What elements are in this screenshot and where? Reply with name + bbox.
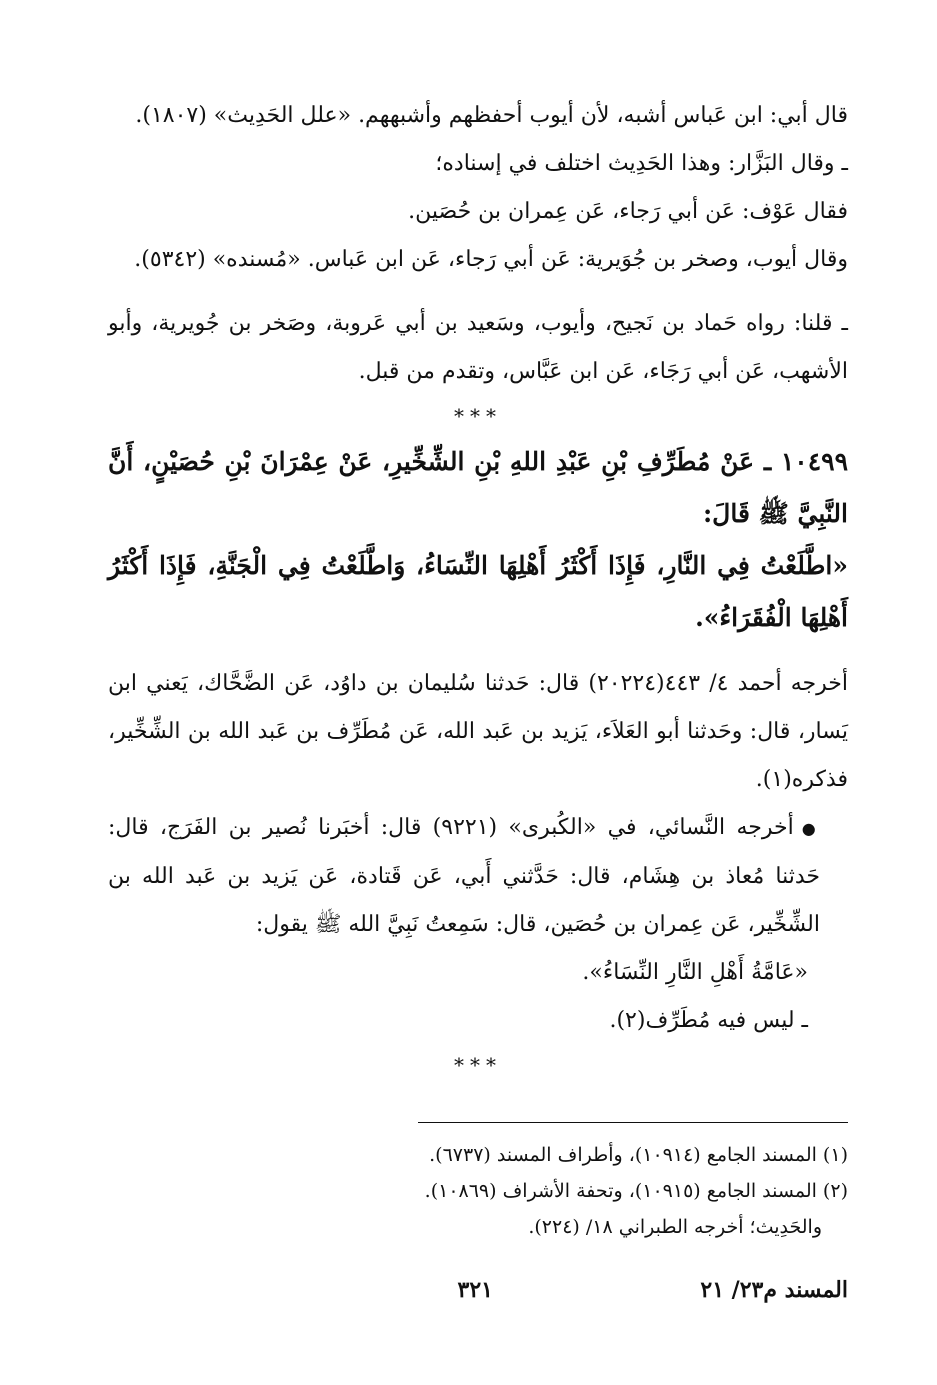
paragraph: ـ قلنا: رواه حَماد بن نَجيح، وأيوب، وسَعيد بن أبي عَروبة، وصَخر بن جُويرية، وأبو الأشهب، عَن أبي رَجَاء، عَن ابن عَبَّاس، وتقدم من قبل. <box>108 311 848 384</box>
footnote-continuation: والحَدِيث؛ أخرجه الطبراني ١٨/ (٢٢٤). <box>528 1216 822 1238</box>
bullet-icon: ● <box>801 819 820 838</box>
page-footer <box>108 1277 848 1317</box>
paragraph: فقال عَوْف: عَن أبي رَجاء، عَن عِمران بن حُصَين. <box>408 199 848 224</box>
takhrij-paragraph <box>108 804 848 949</box>
page-number: ٣٢١ <box>457 1277 493 1303</box>
footnotes <box>108 1137 848 1245</box>
quoted-hadith: «عَامَّةُ أَهْلِ النَّارِ النِّسَاءُ». <box>582 960 808 985</box>
paragraph: قال أبي: ابن عَباس أشبه، لأن أيوب أحفظهم وأشبههم. «علل الحَدِيث» (١٨٠٧). <box>135 103 848 128</box>
hadith-text: «اطَّلَعْتُ فِي النَّارِ، فَإِذَا أَكْثَرُ أَهْلِهَا النِّسَاءُ، وَاطَّلَعْتُ فِي الْجَنَّةِ، فَإِذَا أَكْثَرُ أَهْلِهَا الْفُقَرَاءُ». <box>108 551 848 632</box>
paragraph: وقال أيوب، وصخر بن جُوَيرية: عَن أبي رَجاء، عَن ابن عَباس. «مُسنده» (٥٣٤٢). <box>134 247 848 272</box>
takhrij-paragraph: أخرجه أحمد ٤/ ٤٤٣(٢٠٢٢٤) قال: حَدثنا سُليمان بن داوُد، عَن الضَّحَّاك، يَعني ابن يَسار، قال: وحَدثنا أبو العَلاَء، يَزيد بن عَبد الله، عَن مُطَرِّف بن عَبد الله بن الشِّخِّير، فذكره(١). <box>108 671 848 792</box>
section-separator: *** <box>454 1053 502 1077</box>
page-content <box>108 92 848 1352</box>
footnote: (١) المسند الجامع (١٠٩١٤)، وأطراف المسند (٦٧٣٧). <box>429 1144 848 1166</box>
paragraph: ـ وقال البَزَّار: وهذا الحَدِيث اختلف في إسناده؛ <box>435 151 848 176</box>
hadith-number: ١٠٤٩٩ ـ <box>763 447 848 476</box>
hadith-intro: عَنْ مُطَرِّفِ بْنِ عَبْدِ اللهِ بْنِ الشِّخِّيرِ، عَنْ عِمْرَانَ بْنِ حُصَيْنٍ، أَنَّ النَّبِيَّ ﷺ قَالَ: <box>108 447 848 528</box>
note: ـ ليس فيه مُطَرِّف(٢). <box>609 1008 808 1033</box>
takhrij-text: أخرجه النَّسائي، في «الكُبرى» (٩٢٢١) قال: أخبَرنا نُصير بن الفَرَج، قال: حَدثنا مُعاذ بن هِشَام، قال: حَدَّثني أَبي، عَن قَتادة، عَن يَزيد بن عَبد الله بن الشِّخِّير، عَن عِمران بن حُصَين، قال: سَمِعتُ نَبِيَّ الله ﷺ يقول: <box>108 815 820 937</box>
hadith-heading <box>108 436 848 540</box>
signature-mark: المسند م٢٣/ ٢١ <box>700 1277 848 1303</box>
footnote: (٢) المسند الجامع (١٠٩١٥)، وتحفة الأشراف (١٠٨٦٩). <box>424 1180 848 1202</box>
section-separator: *** <box>454 404 502 428</box>
footnote-divider <box>418 1122 848 1123</box>
